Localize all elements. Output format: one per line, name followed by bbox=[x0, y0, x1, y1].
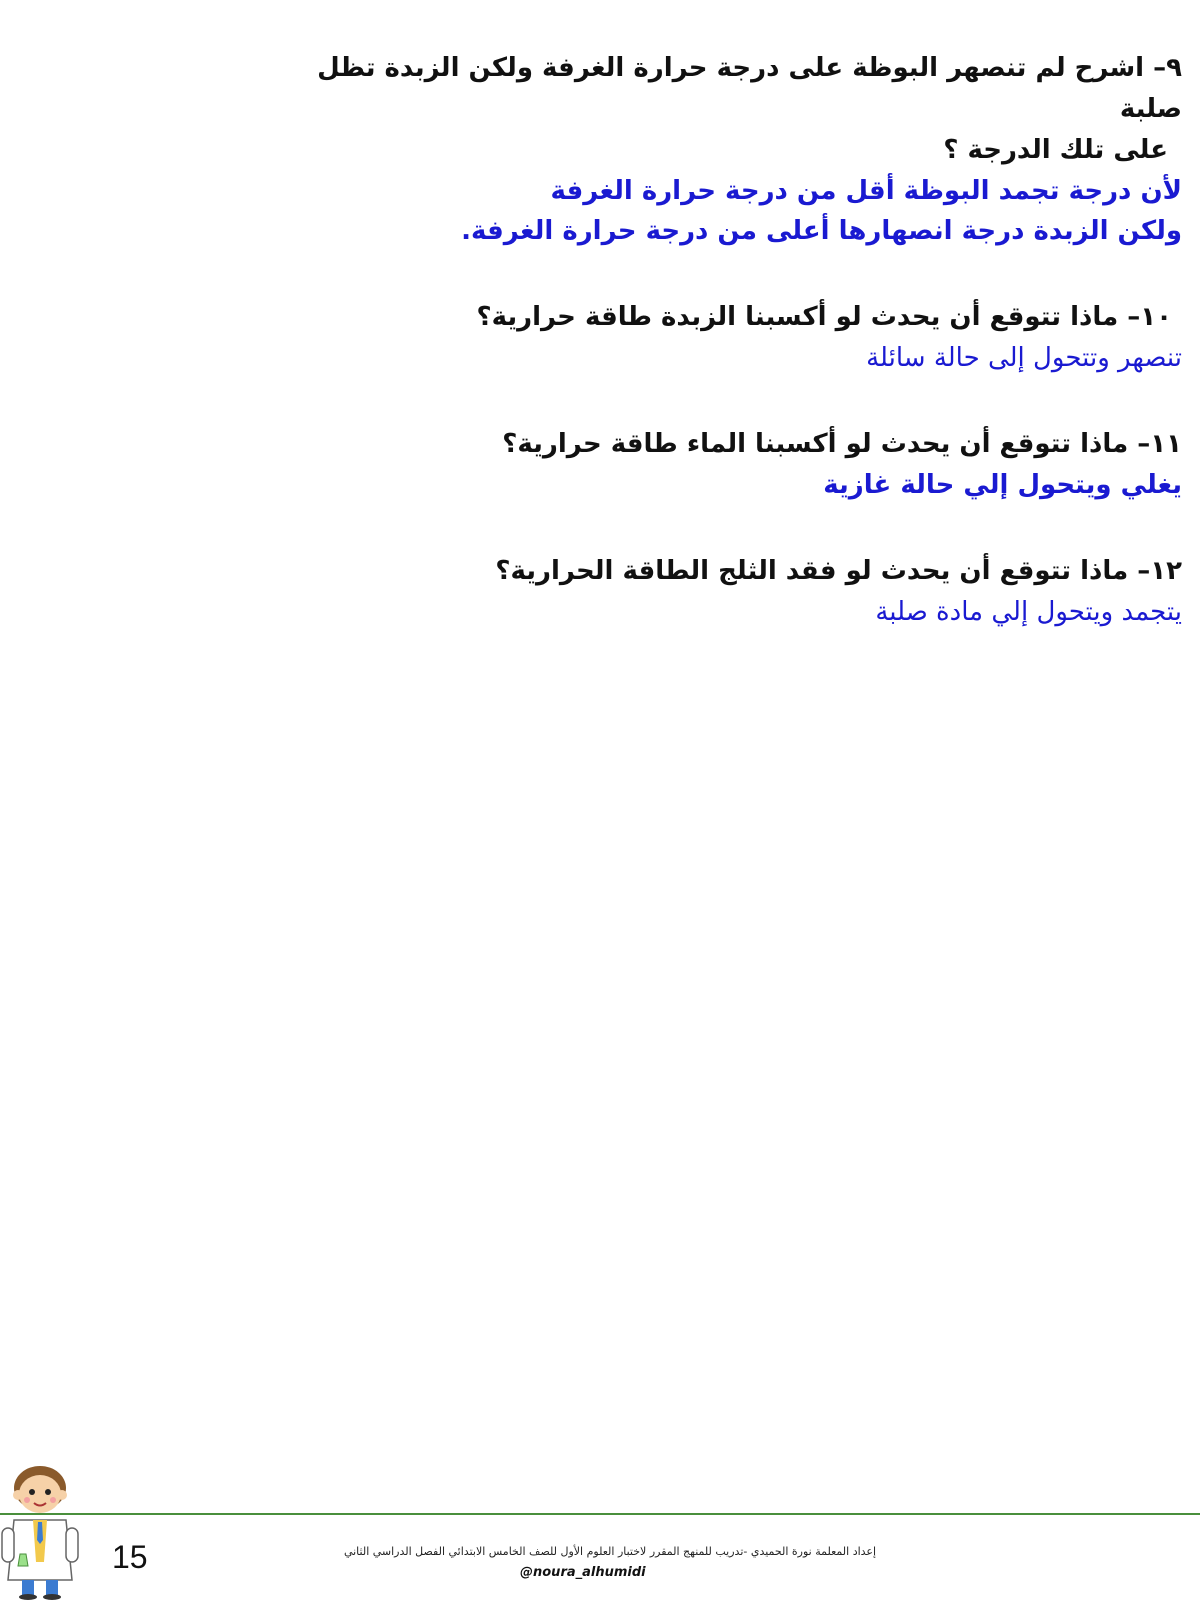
answer-9-text bbox=[302, 171, 1182, 251]
answer-line: يغلي ويتحول إلي حالة غازية bbox=[823, 470, 1182, 500]
answer-10-text bbox=[302, 338, 1182, 378]
question-9-text bbox=[302, 48, 1182, 171]
answer-12-text bbox=[302, 592, 1182, 632]
question-10-text bbox=[302, 297, 1182, 338]
question-line: على تلك الدرجة ؟ bbox=[943, 135, 1168, 165]
question-line: ٩– اشرح لم تنصهر البوظة على درجة حرارة الغرفة ولكن الزبدة تظل صلبة bbox=[317, 53, 1182, 124]
question-line: ١٢– ماذا تتوقع أن يحدث لو فقد الثلج الطاقة الحرارية؟ bbox=[495, 556, 1182, 586]
question-block-10 bbox=[302, 297, 1182, 378]
page-number: 15 bbox=[112, 1539, 148, 1575]
answer-line: يتجمد ويتحول إلي مادة صلبة bbox=[875, 597, 1182, 627]
answer-line: لأن درجة تجمد البوظة أقل من درجة حرارة الغرفة bbox=[550, 176, 1182, 206]
question-block-9 bbox=[302, 48, 1182, 251]
question-line: ١١– ماذا تتوقع أن يحدث لو أكسبنا الماء طاقة حرارية؟ bbox=[502, 429, 1182, 459]
worksheet-content bbox=[302, 48, 1182, 678]
question-12-text bbox=[302, 551, 1182, 592]
question-line: ١٠– ماذا تتوقع أن يحدث لو أكسبنا الزبدة طاقة حرارية؟ bbox=[476, 302, 1172, 332]
question-block-11 bbox=[302, 424, 1182, 505]
scientist-boy-icon bbox=[0, 1462, 80, 1600]
footer-divider bbox=[0, 1513, 1200, 1515]
answer-line: ولكن الزبدة درجة انصهارها أعلى من درجة حرارة الغرفة. bbox=[461, 216, 1182, 246]
question-block-12 bbox=[302, 551, 1182, 632]
question-11-text bbox=[302, 424, 1182, 465]
answer-line: تنصهر وتتحول إلى حالة سائلة bbox=[866, 343, 1182, 373]
footer-description: إعداد المعلمة نورة الحميدي -تدريب للمنهج المقرر لاختبار العلوم الأول للصف الخامس الابتدائي الفصل الدراسي الثاني bbox=[343, 1545, 877, 1558]
footer-author-handle: @noura_alhumidi bbox=[520, 1565, 646, 1580]
answer-11-text bbox=[302, 465, 1182, 505]
